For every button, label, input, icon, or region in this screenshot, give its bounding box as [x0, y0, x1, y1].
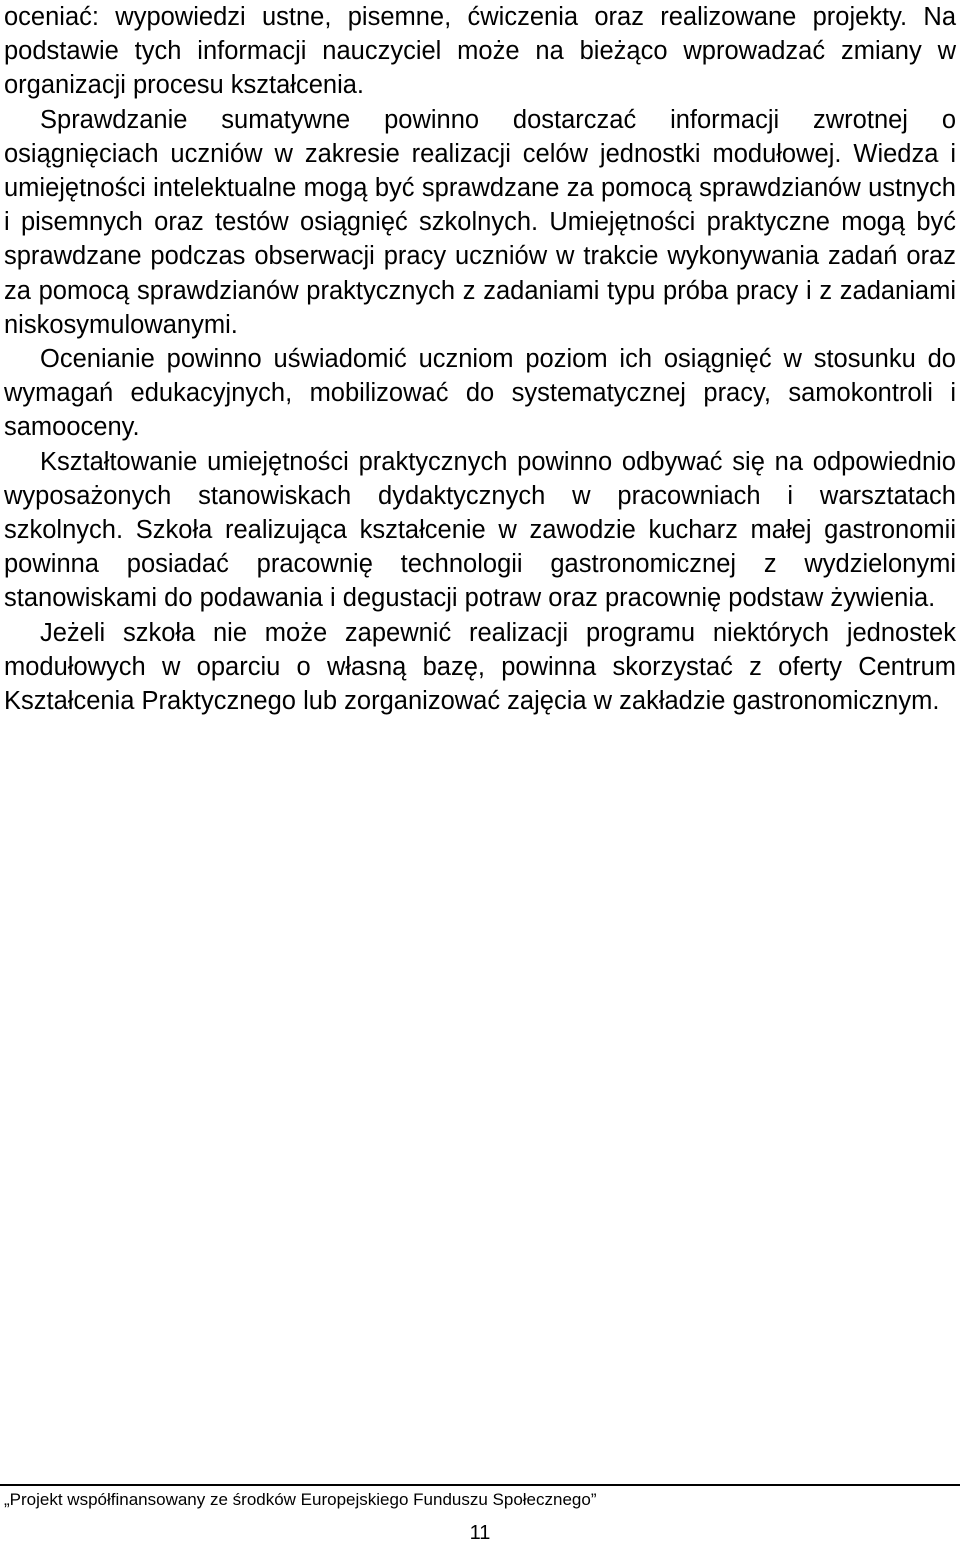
paragraph-assessment-continuation: oceniać: wypowiedzi ustne, pisemne, ćwiczenia oraz realizowane projekty. Na podstawie tych informacji nauczyciel może na bieżąco wprowadzać zmiany w organizacji procesu kształcenia.: [4, 3, 956, 100]
paragraph-summative-assessment: Sprawdzanie sumatywne powinno dostarczać informacji zwrotnej o osiągnięciach uczniów w zakresie realizacji celów jednostki modułowej. Wiedza i umiejętności intelektualne mogą być sprawdzane za pomocą sprawdzianów ustnych i pisemnych oraz testów osiągnięć szkolnych. Umiejętności praktyczne mogą być sprawdzane podczas obserwacji pracy uczniów w trakcie wykonywania zadań oraz za pomocą sprawdzianów praktycznych z zadaniami typu próba pracy i z zadaniami niskosymulowanymi.: [4, 105, 956, 339]
paragraph-practical-skills: Kształtowanie umiejętności praktycznych powinno odbywać się na odpowiednio wyposażonych stanowiskach dydaktycznych w pracowniach i warsztatach szkolnych. Szkoła realizująca kształcenie w zawodzie kucharz małej gastronomii powinna posiadać pracownię technologii gastronomicznej z wydzielonymi stanowiskami do podawania i degustacji potraw oraz pracownię podstaw żywienia.: [4, 447, 956, 613]
page-number: 11: [469, 1522, 491, 1544]
footer-divider: [0, 1484, 960, 1486]
funding-note: „Projekt współfinansowany ze środków Europejskiego Funduszu Społecznego”: [4, 1490, 597, 1509]
document-body: [4, 0, 956, 718]
paragraph-grading-purpose: Ocenianie powinno uświadomić uczniom poziom ich osiągnięć w stosunku do wymagań edukacyjnych, mobilizować do systematycznej pracy, samokontroli i samooceny.: [4, 345, 956, 442]
paragraph-external-training: Jeżeli szkoła nie może zapewnić realizacji programu niektórych jednostek modułowych w oparciu o własną bazę, powinna skorzystać z oferty Centrum Kształcenia Praktycznego lub zorganizować zajęcia w zakładzie gastronomicznym.: [4, 618, 956, 716]
